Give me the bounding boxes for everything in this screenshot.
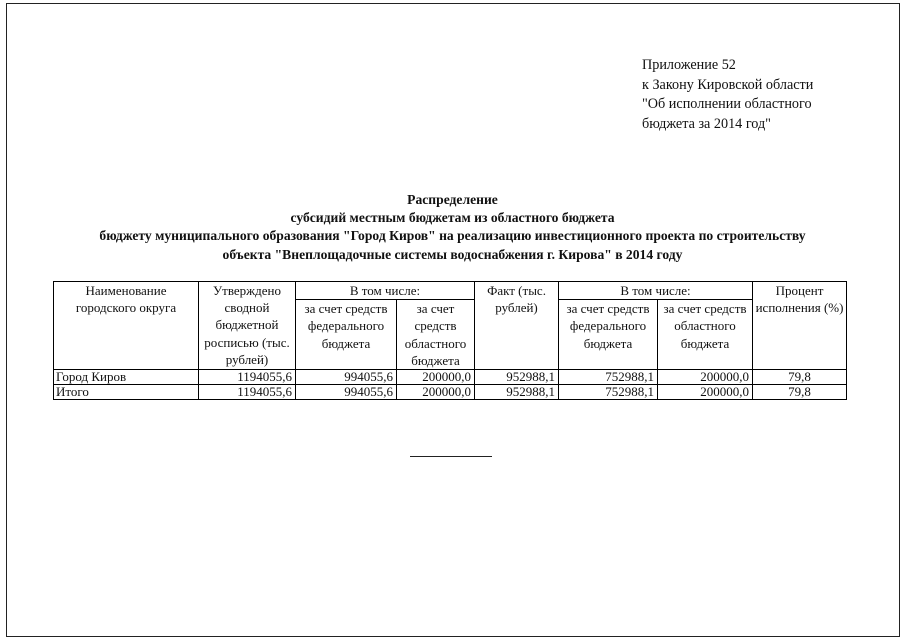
row-percent: 79,8 [753, 370, 847, 385]
row-regional-approved: 200000,0 [397, 370, 475, 385]
table-row [54, 370, 847, 385]
row-approved: 1194055,6 [199, 370, 296, 385]
row-federal-approved: 994055,6 [296, 385, 397, 400]
appendix-line-3: "Об исполнении областного [642, 96, 812, 113]
header-percent: Процент исполнения (%) [753, 282, 847, 370]
row-approved: 1194055,6 [199, 385, 296, 400]
row-fact: 952988,1 [475, 385, 559, 400]
row-federal-fact: 752988,1 [559, 370, 658, 385]
row-regional-fact: 200000,0 [658, 370, 753, 385]
title-line-2: субсидий местным бюджетам из областного бюджета [290, 210, 615, 226]
row-federal-fact: 752988,1 [559, 385, 658, 400]
end-divider [410, 456, 492, 457]
title-line-3: бюджету муниципального образования "Город Киров" на реализацию инвестиционного проекта по строительству [99, 228, 806, 244]
header-including-fact: В том числе: [559, 282, 753, 300]
header-approved: Утверждено сводной бюджетной росписью (тыс. рублей) [199, 282, 296, 370]
header-federal-fact: за счет средств федерального бюджета [559, 300, 658, 370]
header-fact: Факт (тыс. рублей) [475, 282, 559, 370]
subsidy-table [53, 281, 847, 400]
title-line-1: Распределение [407, 192, 498, 207]
row-regional-fact: 200000,0 [658, 385, 753, 400]
appendix-note [642, 56, 813, 134]
appendix-line-2: к Закону Кировской области [642, 76, 814, 93]
header-regional-approved: за счет средств областного бюджета [397, 300, 475, 370]
header-row-1 [54, 282, 847, 300]
header-regional-fact: за счет средств областного бюджета [658, 300, 753, 370]
table-row-total [54, 385, 847, 400]
appendix-line-4: бюджета за 2014 год" [642, 115, 771, 132]
row-federal-approved: 994055,6 [296, 370, 397, 385]
document-title [40, 191, 865, 264]
appendix-line-1: Приложение 52 [642, 57, 736, 73]
row-name: Город Киров [54, 370, 199, 385]
title-line-4: объекта "Внеплощадочные системы водоснабжения г. Кирова" в 2014 году [222, 246, 683, 262]
row-name: Итого [54, 385, 199, 400]
row-percent: 79,8 [753, 385, 847, 400]
row-fact: 952988,1 [475, 370, 559, 385]
header-including-approved: В том числе: [296, 282, 475, 300]
row-regional-approved: 200000,0 [397, 385, 475, 400]
header-federal-approved: за счет средств федерального бюджета [296, 300, 397, 370]
header-name: Наименование городского округа [54, 282, 199, 370]
